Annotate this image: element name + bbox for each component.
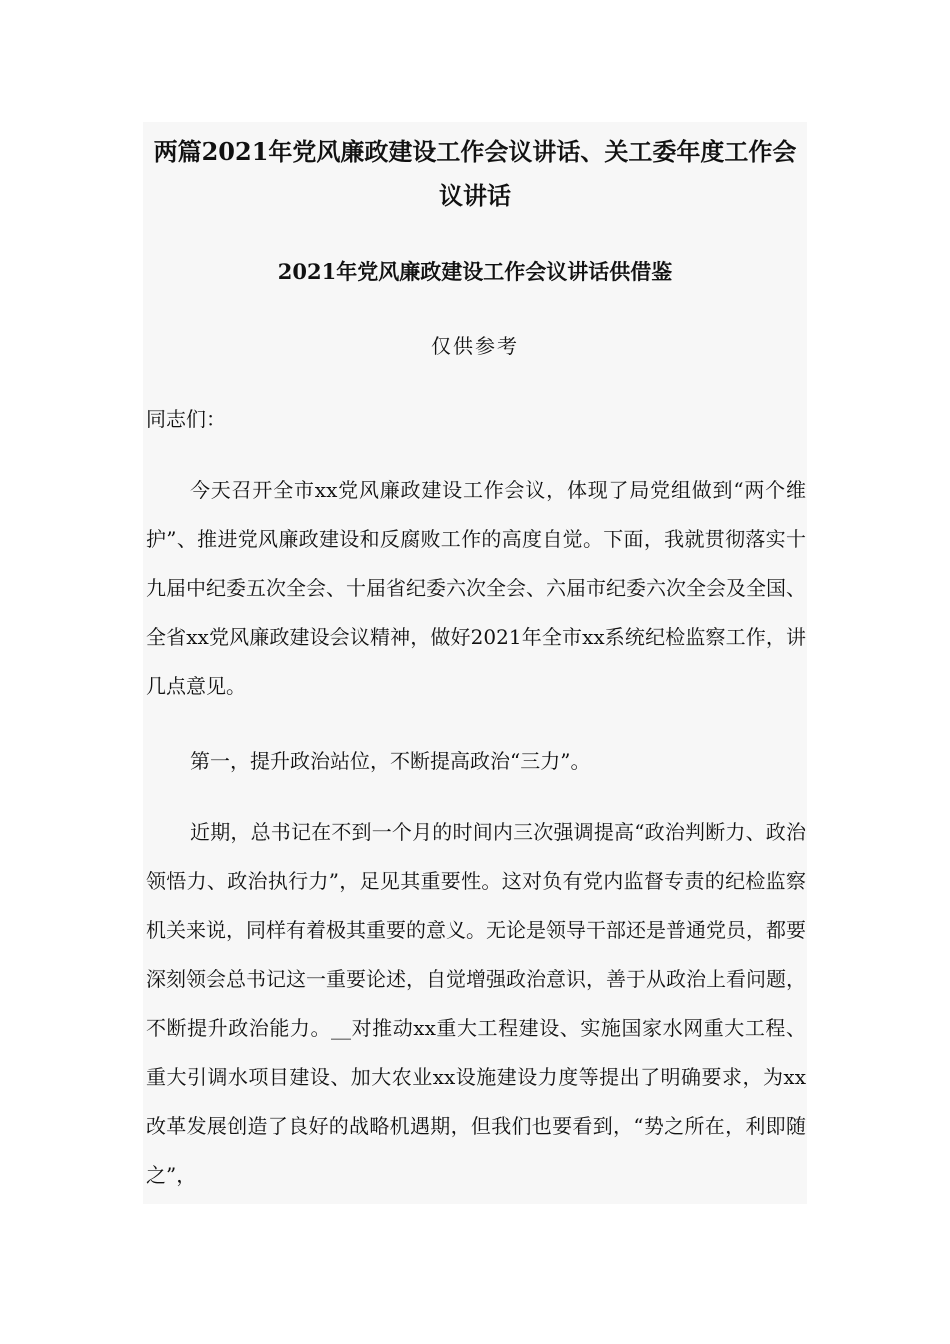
document-title: 两篇2021年党风廉政建设工作会议讲话、关工委年度工作会议讲话 — [153, 137, 797, 210]
salutation: 同志们： — [146, 407, 226, 431]
paragraph-body: 近期，总书记在不到一个月的时间内三次强调提高“政治判断力、政治领悟力、政治执行力”，足见其重要性。这对负有党内监督专责的纪检监察机关来说，同样有着极其重要的意义。无论是领导干部还是普通党员，都要深刻领会总书记这一重要论述，自觉增强政治意识，善于从政治上看问题，不断提升政治能力。__对推动xx重大工程建设、实施国家水网重大工程、重大引调水项目建设、加大农业xx设施建设力度等提出了明确要求，为xx改革发展创造了良好的战略机遇期，但我们也要看到，“势之所在，利即随之”， — [146, 820, 806, 1187]
paragraph-intro: 今天召开全市xx党风廉政建设工作会议，体现了局党组做到“两个维护”、推进党风廉政建设和反腐败工作的高度自觉。下面，我就贯彻落实十九届中纪委五次全会、十届省纪委六次全会、六届市纪委六次全会及全国、全省xx党风廉政建设会议精神，做好2021年全市xx系统纪检监察工作，讲几点意见。 — [146, 478, 806, 698]
document-subtitle: 2021年党风廉政建设工作会议讲话供借鉴 — [277, 259, 673, 284]
paragraph-section-heading: 第一，提升政治站位，不断提高政治“三力”。 — [190, 749, 591, 773]
reference-note: 仅供参考 — [431, 334, 519, 358]
